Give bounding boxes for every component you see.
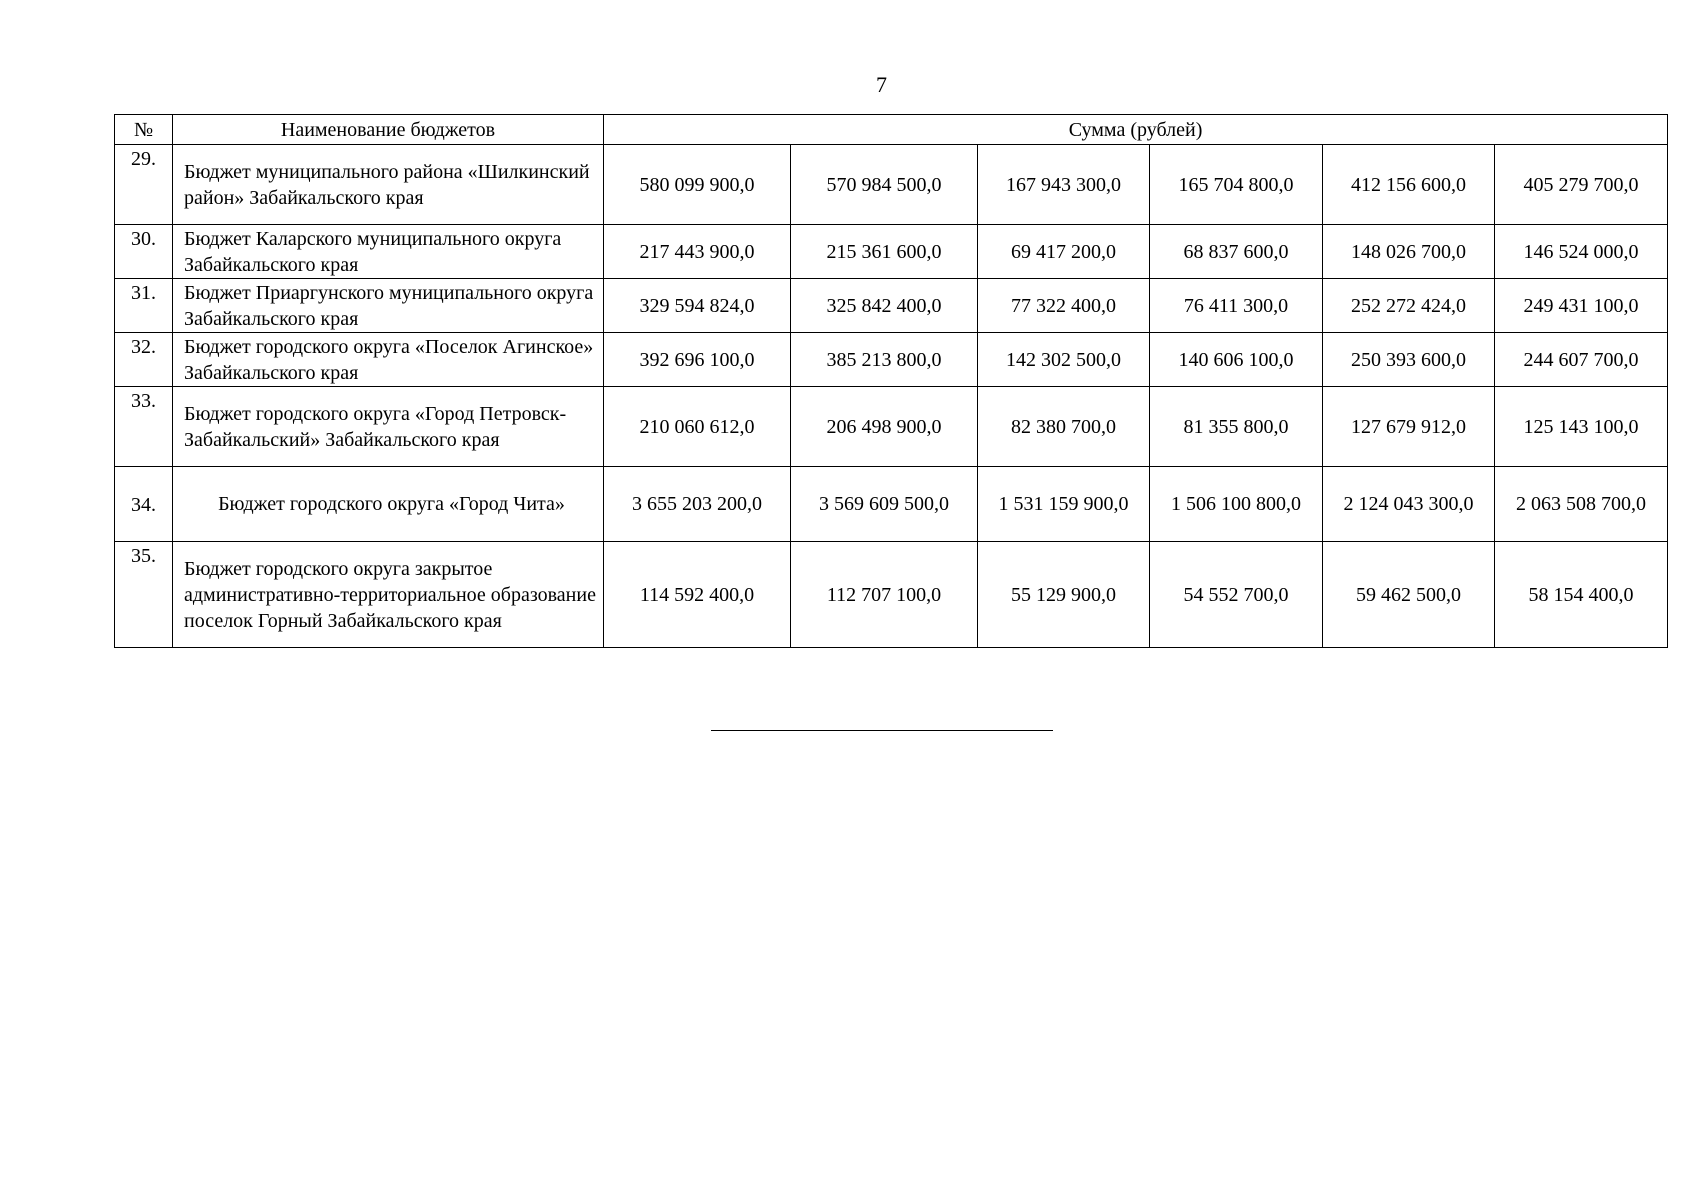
budget-name: Бюджет муниципального района «Шилкинский район» Забайкальского края [173, 145, 604, 225]
table-row [115, 145, 1668, 225]
closing-rule [711, 730, 1053, 731]
header-sum: Сумма (рублей) [604, 115, 1668, 145]
row-number: 30. [115, 225, 173, 279]
budget-table [114, 114, 1668, 648]
table-row [115, 387, 1668, 467]
table-row [115, 542, 1668, 648]
budget-name: Бюджет городского округа «Город Петровск-Забайкальский» Забайкальского края [173, 387, 604, 467]
amount-cell: 146 524 000,0 [1495, 225, 1668, 279]
amount-cell: 82 380 700,0 [978, 387, 1150, 467]
amount-cell: 392 696 100,0 [604, 333, 791, 387]
amount-cell: 325 842 400,0 [791, 279, 978, 333]
row-number: 31. [115, 279, 173, 333]
amount-cell: 81 355 800,0 [1150, 387, 1323, 467]
amount-cell: 69 417 200,0 [978, 225, 1150, 279]
amount-cell: 59 462 500,0 [1323, 542, 1495, 648]
amount-cell: 140 606 100,0 [1150, 333, 1323, 387]
amount-cell: 249 431 100,0 [1495, 279, 1668, 333]
amount-cell: 2 124 043 300,0 [1323, 467, 1495, 542]
page-number: 7 [876, 72, 887, 97]
amount-cell: 3 655 203 200,0 [604, 467, 791, 542]
header-number: № [115, 115, 173, 145]
amount-cell: 125 143 100,0 [1495, 387, 1668, 467]
row-number: 33. [115, 387, 173, 467]
amount-cell: 580 099 900,0 [604, 145, 791, 225]
amount-cell: 1 531 159 900,0 [978, 467, 1150, 542]
amount-cell: 385 213 800,0 [791, 333, 978, 387]
amount-cell: 412 156 600,0 [1323, 145, 1495, 225]
amount-cell: 244 607 700,0 [1495, 333, 1668, 387]
amount-cell: 329 594 824,0 [604, 279, 791, 333]
amount-cell: 76 411 300,0 [1150, 279, 1323, 333]
amount-cell: 148 026 700,0 [1323, 225, 1495, 279]
budget-name: Бюджет Каларского муниципального округа Забайкальского края [173, 225, 604, 279]
row-number: 29. [115, 145, 173, 225]
amount-cell: 217 443 900,0 [604, 225, 791, 279]
budget-name: Бюджет городского округа закрытое административно-территориальное образование поселок Горный Забайкальского края [173, 542, 604, 648]
amount-cell: 3 569 609 500,0 [791, 467, 978, 542]
header-name: Наименование бюджетов [173, 115, 604, 145]
amount-cell: 252 272 424,0 [1323, 279, 1495, 333]
amount-cell: 68 837 600,0 [1150, 225, 1323, 279]
table-row [115, 333, 1668, 387]
amount-cell: 114 592 400,0 [604, 542, 791, 648]
row-number: 35. [115, 542, 173, 648]
budget-name: Бюджет городского округа «Город Чита» [173, 467, 604, 542]
amount-cell: 77 322 400,0 [978, 279, 1150, 333]
amount-cell: 127 679 912,0 [1323, 387, 1495, 467]
amount-cell: 55 129 900,0 [978, 542, 1150, 648]
table-row [115, 279, 1668, 333]
table-header-row [115, 115, 1668, 145]
amount-cell: 570 984 500,0 [791, 145, 978, 225]
table-row [115, 467, 1668, 542]
amount-cell: 167 943 300,0 [978, 145, 1150, 225]
amount-cell: 142 302 500,0 [978, 333, 1150, 387]
amount-cell: 215 361 600,0 [791, 225, 978, 279]
amount-cell: 405 279 700,0 [1495, 145, 1668, 225]
amount-cell: 58 154 400,0 [1495, 542, 1668, 648]
amount-cell: 210 060 612,0 [604, 387, 791, 467]
budget-name: Бюджет городского округа «Поселок Агинское» Забайкальского края [173, 333, 604, 387]
amount-cell: 112 707 100,0 [791, 542, 978, 648]
amount-cell: 250 393 600,0 [1323, 333, 1495, 387]
amount-cell: 54 552 700,0 [1150, 542, 1323, 648]
budget-name: Бюджет Приаргунского муниципального округа Забайкальского края [173, 279, 604, 333]
amount-cell: 1 506 100 800,0 [1150, 467, 1323, 542]
row-number: 32. [115, 333, 173, 387]
row-number: 34. [115, 467, 173, 542]
amount-cell: 165 704 800,0 [1150, 145, 1323, 225]
amount-cell: 2 063 508 700,0 [1495, 467, 1668, 542]
table-row [115, 225, 1668, 279]
amount-cell: 206 498 900,0 [791, 387, 978, 467]
